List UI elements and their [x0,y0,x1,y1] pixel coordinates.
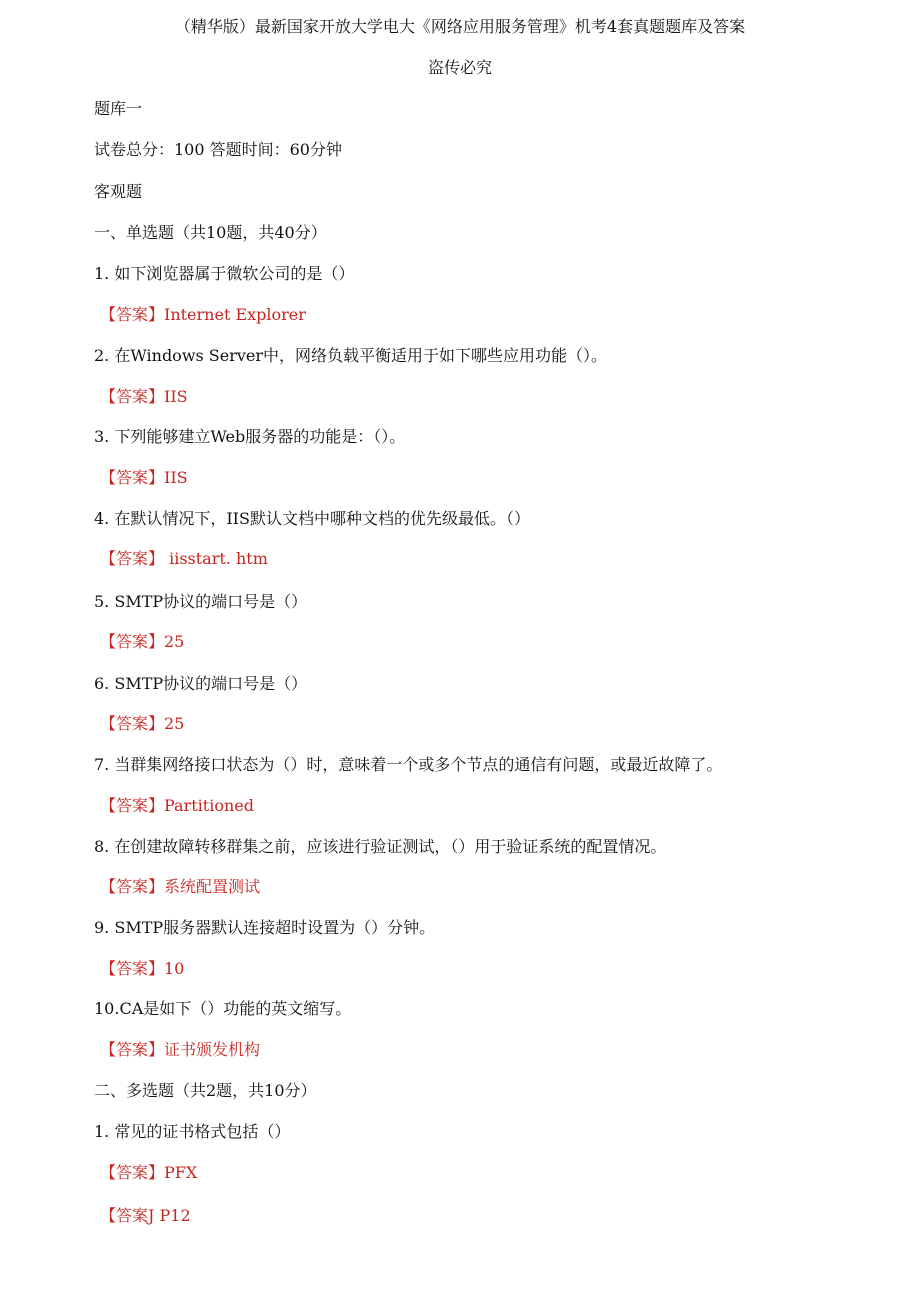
question-text: 2. 在Windows Server中，网络负载平衡适用于如下哪些应用功能（）。 [94,346,608,365]
answer-text: 【答案】证书颁发机构 [100,1040,261,1059]
question-text: 5. SMTP协议的端口号是（） [94,592,308,611]
answer-text: 【答案】 iisstart. htm [100,549,268,568]
question-text: 1. 常见的证书格式包括（） [94,1122,291,1141]
answer-text: 【答案】PFX [100,1163,198,1182]
answer-text: 【答案】IIS [100,468,188,487]
question-text: 8. 在创建故障转移群集之前，应该进行验证测试，（）用于验证系统的配置情况。 [94,837,667,856]
objective-label: 客观题 [94,182,143,201]
document-title: （精华版）最新国家开放大学电大《网络应用服务管理》机考4套真题题库及答案 [174,17,746,36]
question-text: 9. SMTP服务器默认连接超时设置为（）分钟。 [94,918,436,937]
question-text: 10.CA是如下（）功能的英文缩写。 [94,999,352,1018]
section-heading-multiple-choice: 二、多选题（共2题，共10分） [94,1081,317,1100]
section-heading-single-choice: 一、单选题（共10题，共40分） [94,223,327,242]
answer-text: 【答案】系统配置测试 [100,877,261,896]
answer-text: 【答案】25 [100,632,185,651]
answer-text: 【答案】25 [100,714,185,733]
question-text: 6. SMTP协议的端口号是（） [94,674,308,693]
answer-text: 【答案】IIS [100,387,188,406]
question-text: 7. 当群集网络接口状态为（）时，意味着一个或多个节点的通信有问题，或最近故障了。 [94,755,723,774]
answer-text: 【答案】Partitioned [100,796,254,815]
question-bank-label: 题库一 [94,99,143,118]
exam-info: 试卷总分：100 答题时间：60分钟 [94,140,342,159]
question-text: 3. 下列能够建立Web服务器的功能是：（）。 [94,427,406,446]
document-subtitle: 盗传必究 [427,58,492,77]
question-text: 1. 如下浏览器属于微软公司的是（） [94,264,355,283]
answer-text: 【答案J P12 [100,1206,191,1225]
question-text: 4. 在默认情况下，IIS默认文档中哪种文档的优先级最低。（） [94,509,530,528]
answer-text: 【答案】10 [100,959,185,978]
answer-text: 【答案】Internet Explorer [100,305,306,324]
